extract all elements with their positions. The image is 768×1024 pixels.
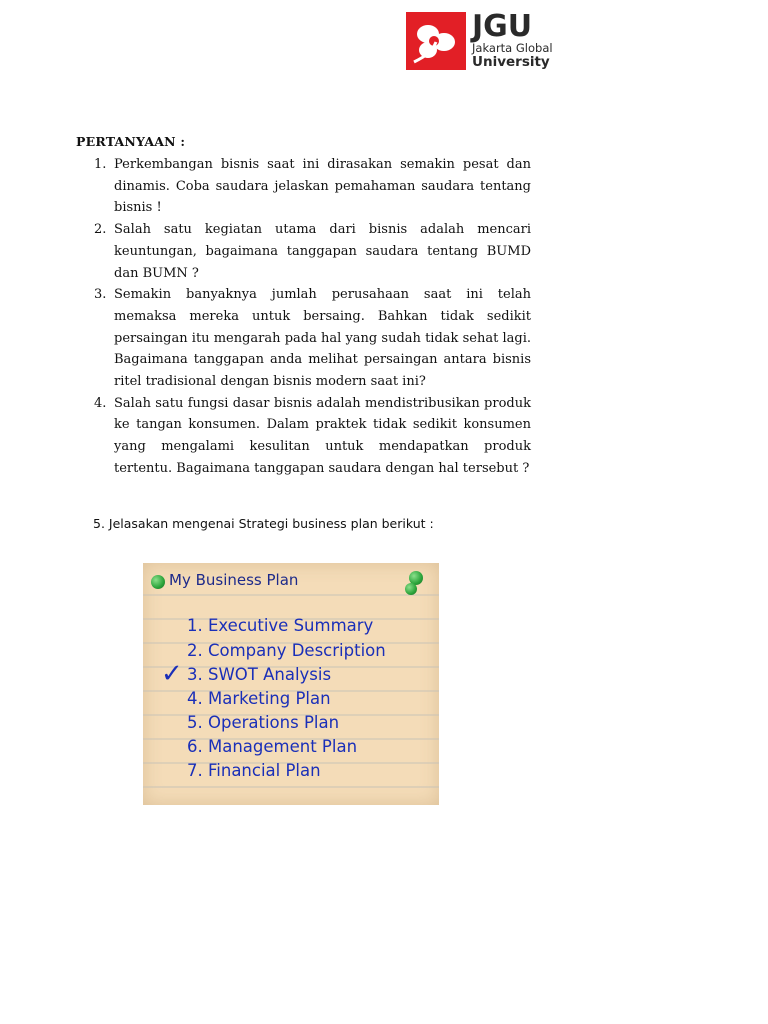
logo-abbreviation: JGU	[472, 9, 533, 44]
question-item	[94, 393, 531, 480]
checkmark-icon: ✓	[161, 659, 183, 689]
question-text: Salah satu kegiatan utama dari bisnis adalah mencari keuntungan, bagaimana tanggapan saudara tentang BUMD dan BUMN ?	[114, 222, 531, 281]
plan-title: My Business Plan	[169, 571, 299, 589]
logo-line-2: University	[472, 54, 550, 70]
question-item	[94, 284, 531, 393]
plan-item: 1. Executive Summary	[187, 616, 374, 635]
question-number: 3.	[94, 287, 107, 303]
question-number: 4.	[94, 395, 107, 411]
plan-item: 5. Operations Plan	[187, 713, 340, 732]
plan-item: 2. Company Description	[187, 641, 386, 660]
green-pushpin-icon	[151, 575, 165, 589]
plan-item: 3. SWOT Analysis	[187, 665, 332, 684]
logo-line-1: Jakarta Global	[472, 41, 553, 55]
question-list	[94, 154, 531, 480]
green-pushpin-icon	[405, 583, 417, 595]
university-logo	[406, 9, 556, 72]
orchid-logo-icon	[406, 12, 466, 70]
question-5: 5. Jelasakan mengenai Strategi business plan berikut :	[93, 516, 434, 531]
question-text: Perkembangan bisnis saat ini dirasakan semakin pesat dan dinamis. Coba saudara jelaskan pemahaman saudara tentang bisnis !	[114, 157, 531, 216]
plan-item: 7. Financial Plan	[187, 761, 321, 780]
question-item	[94, 219, 531, 284]
business-plan-image	[143, 563, 439, 805]
question-item	[94, 154, 531, 219]
question-number: 2.	[94, 222, 107, 238]
section-heading: PERTANYAAN :	[76, 134, 186, 149]
question-text: Semakin banyaknya jumlah perusahaan saat ini telah memaksa mereka untuk bersaing. Bahkan tidak sedikit persaingan itu mengarah pada hal yang sudah tidak sehat lagi. Bagaimana tanggapan anda melihat persaingan antara bisnis ritel tradisional dengan bisnis modern saat ini?	[114, 287, 531, 390]
plan-item: 6. Management Plan	[187, 737, 358, 756]
question-text: Salah satu fungsi dasar bisnis adalah mendistribusikan produk ke tangan konsumen. Dalam praktek tidak sedikit konsumen yang mengalami kesulitan untuk mendapatkan produk tertentu. Bagaimana tanggapan saudara dengan hal tersebut ?	[114, 395, 531, 476]
question-number: 1.	[94, 157, 107, 172]
plan-item: 4. Marketing Plan	[187, 689, 331, 708]
